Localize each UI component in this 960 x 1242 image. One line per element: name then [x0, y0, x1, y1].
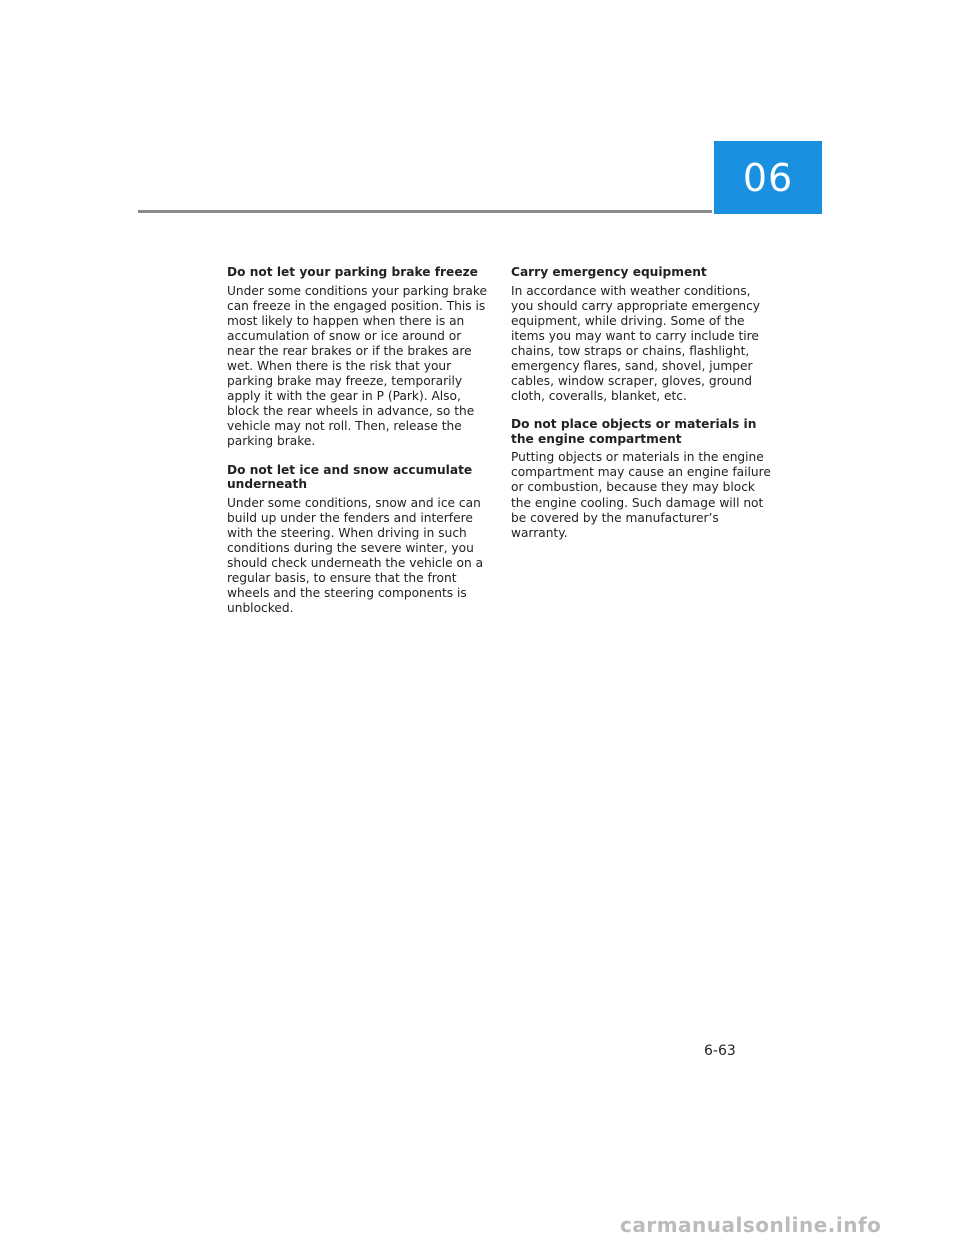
watermark: carmanualsonline.info: [620, 1213, 882, 1237]
section-title: Do not let your parking brake freeze: [227, 265, 478, 279]
section-title: Carry emergency equipment: [511, 265, 707, 279]
section-title: Do not place objects or materials in the engine compartment: [511, 417, 757, 446]
section-parking-brake-freeze: [227, 265, 489, 450]
page-number: 6-63: [704, 1043, 736, 1059]
left-column: [227, 265, 489, 629]
section-body: In accordance with weather conditions, you should carry appropriate emergency equipment, while driving. Some of the items you may want to carry include tire chains, tow straps or chains, flashlight, emergency flares, sand, shovel, jumper cables, window scraper, gloves, ground cloth, coveralls, blanket, etc.: [511, 283, 761, 404]
section-emergency-equipment: [511, 265, 773, 404]
section-body: Putting objects or materials in the engine compartment may cause an engine failure or combustion, because they may block the engine cooling. Such damage will not be covered by the manufacturer’s warranty.: [511, 450, 771, 540]
section-title: Do not let ice and snow accumulate underneath: [227, 462, 473, 492]
chapter-tab: [714, 141, 822, 214]
section-body: Under some conditions, snow and ice can build up under the fenders and interfere with the steering. When driving in such conditions during the severe winter, you should check underneath the vehicle on a regular basis, to ensure that the front wheels and the steering components is unblocked.: [227, 495, 484, 616]
header-rule: [138, 210, 712, 213]
chapter-number: 06: [742, 155, 794, 200]
section-ice-snow-underneath: [227, 463, 489, 617]
section-body: Under some conditions your parking brake can freeze in the engaged position. This is most likely to happen when there is an accumulation of snow or ice around or near the rear brakes or if the brakes are wet. When there is the risk that your parking brake may freeze, temporarily apply it with the gear in P (Park). Also, block the rear wheels in advance, so the vehicle may not roll. Then, release the parking brake.: [227, 283, 487, 449]
right-column: [511, 265, 773, 554]
section-engine-compartment: [511, 417, 773, 541]
